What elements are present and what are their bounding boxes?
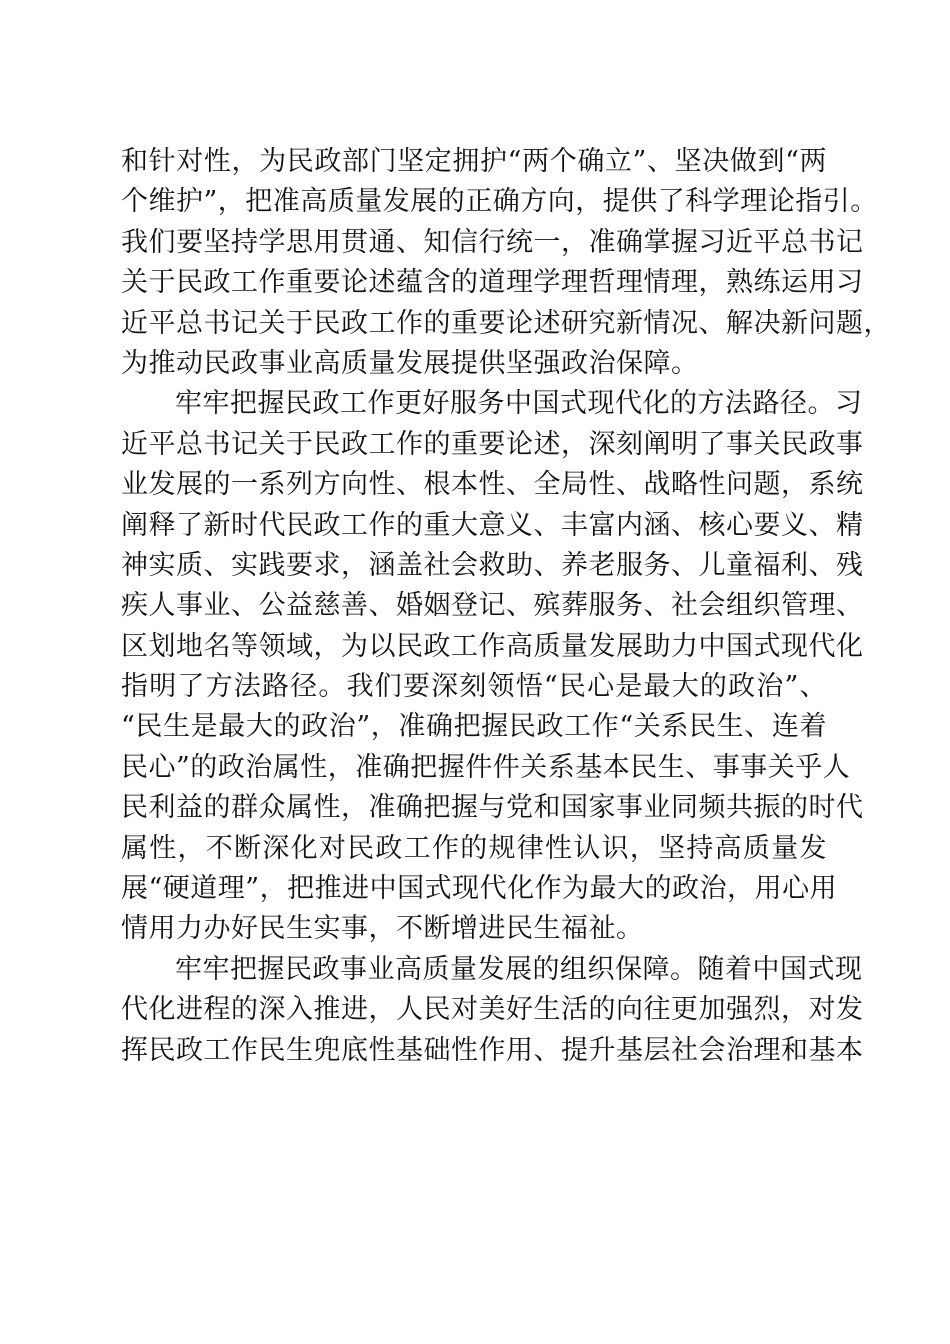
text-line: 牢牢把握民政事业高质量发展的组织保障。随着中国式现 [175,953,863,985]
text-line: 指明了方法路径。我们要深刻领悟“民心是最大的政治”、 [121,671,827,703]
document-body [121,142,891,1071]
text-line: 情用力办好民生实事，不断增进民生福祉。 [121,913,644,945]
text-line: 业发展的一系列方向性、根本性、全局性、战略性问题，系统 [121,469,864,501]
paragraph-2 [121,384,864,949]
paragraph-3 [121,950,864,1071]
text-line: 个维护”，把准高质量发展的正确方向，提供了科学理论指引。 [121,186,878,218]
text-line: 关于民政工作重要论述蕴含的道理学理哲理情理，熟练运用习 [121,267,864,299]
text-line: 属性，不断深化对民政工作的规律性认识，坚持高质量发 [121,832,827,864]
text-line: 为推动民政事业高质量发展提供坚强政治保障。 [121,347,699,379]
paragraph-1 [121,142,891,384]
text-line: “民生是最大的政治”，准确把握民政工作“关系民生、连着 [121,711,827,743]
text-line: 民利益的群众属性，准确把握与党和国家事业同频共振的时代 [121,792,864,824]
text-line: 阐释了新时代民政工作的重大意义、丰富内涵、核心要义、精 [121,509,864,541]
text-line: 民心”的政治属性，准确把握件件关系基本民生、事事关乎人 [121,751,851,783]
text-line: 神实质、实践要求，涵盖社会救助、养老服务、儿童福利、残 [121,549,864,581]
text-line: 我们要坚持学思用贯通、知信行统一，准确掌握习近平总书记 [121,226,864,258]
text-line: 和针对性，为民政部门坚定拥护“两个确立”、坚决做到“两 [121,146,827,177]
text-line: 疾人事业、公益慈善、婚姻登记、殡葬服务、社会组织管理、 [121,590,864,622]
text-line: 牢牢把握民政工作更好服务中国式现代化的方法路径。习 [175,388,863,420]
text-line: 区划地名等领域，为以民政工作高质量发展助力中国式现代化 [121,630,864,662]
text-line: 展“硬道理”，把推进中国式现代化作为最大的政治，用心用 [121,873,838,905]
text-line: 挥民政工作民生兜底性基础性作用、提升基层社会治理和基本 [121,1034,864,1066]
text-line: 近平总书记关于民政工作的重要论述研究新情况、解决新问题， [121,307,891,339]
text-line: 代化进程的深入推进，人民对美好生活的向往更加强烈，对发 [121,994,864,1026]
text-line: 近平总书记关于民政工作的重要论述，深刻阐明了事关民政事 [121,428,864,460]
